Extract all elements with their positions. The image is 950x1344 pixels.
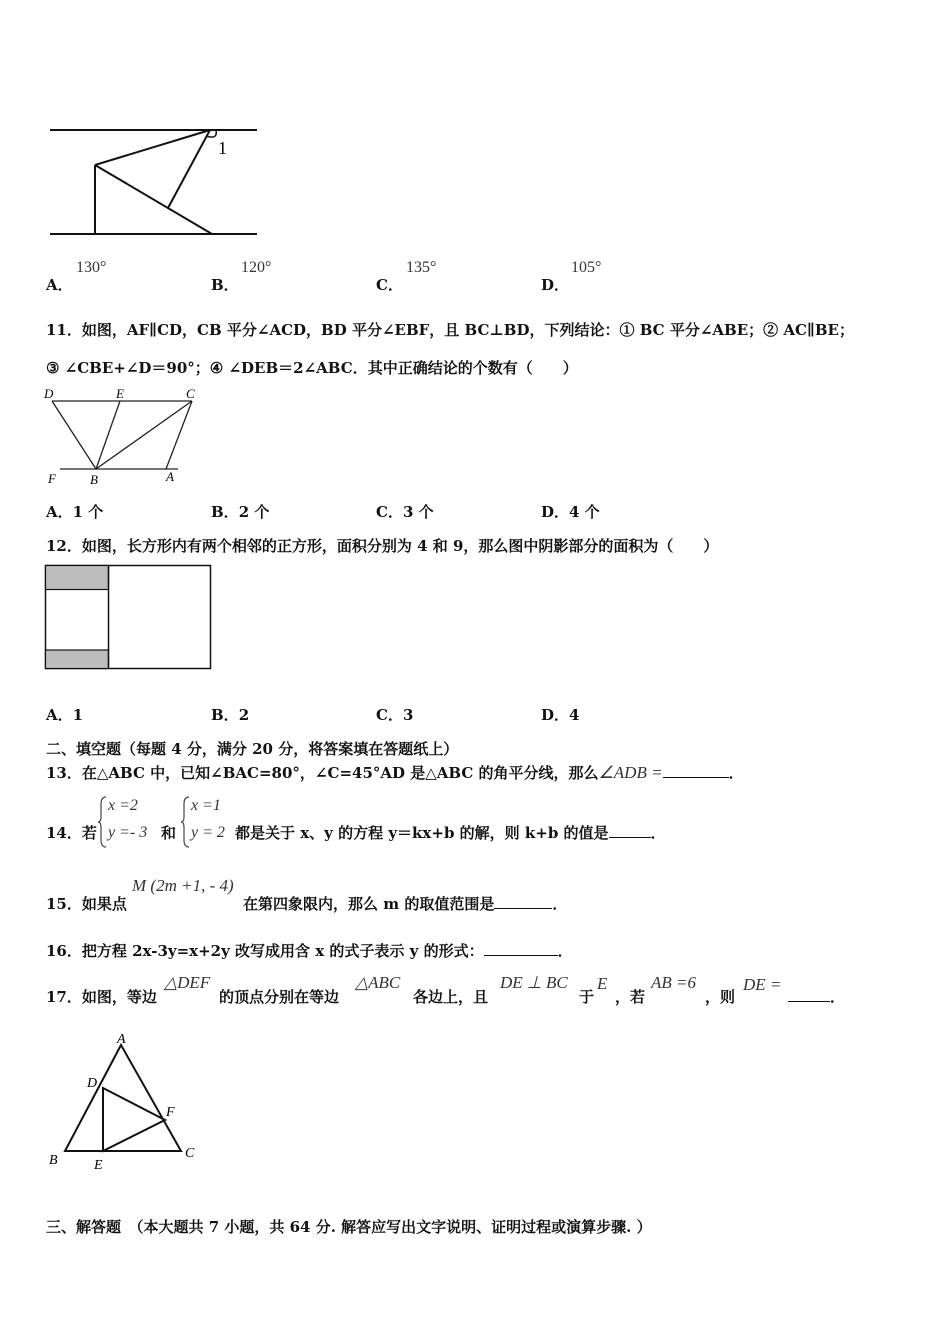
option-letter: D． bbox=[541, 503, 570, 521]
q14-system1-line1: x =2 bbox=[108, 797, 138, 814]
lower-diagonal bbox=[95, 165, 212, 234]
label-a: A bbox=[166, 469, 174, 484]
q10-option-b[interactable] bbox=[211, 274, 239, 295]
option-letter: C． bbox=[376, 276, 403, 294]
q13-answer-blank[interactable] bbox=[663, 763, 729, 778]
label-a: A bbox=[117, 1032, 126, 1047]
segment-eb bbox=[96, 401, 120, 469]
q17-part1: 17．如图，等边 bbox=[46, 988, 157, 1006]
option-letter: B． bbox=[211, 706, 239, 724]
option-value: 3 个 bbox=[402, 503, 434, 521]
q16-end: ． bbox=[557, 942, 573, 960]
q10-option-c-value: 135° bbox=[406, 259, 437, 276]
q16-text: 16．把方程 2x-3y=x+2y 改写成用含 x 的式子表示 y 的形式： bbox=[46, 942, 484, 960]
q11-option-a[interactable] bbox=[46, 501, 103, 522]
q12-figure bbox=[44, 564, 214, 672]
label-f: F bbox=[166, 1105, 175, 1120]
q10-option-c[interactable] bbox=[376, 274, 403, 295]
q14-answer-blank[interactable] bbox=[609, 823, 651, 838]
q11-option-b[interactable] bbox=[211, 501, 269, 522]
q12-option-d[interactable] bbox=[541, 704, 579, 725]
label-f: F bbox=[48, 471, 56, 486]
q17-figure bbox=[44, 1030, 214, 1176]
q14-and: 和 bbox=[161, 824, 177, 842]
q17-math-e: E bbox=[597, 974, 608, 993]
option-value: 1 个 bbox=[72, 503, 104, 521]
q13 bbox=[46, 762, 744, 783]
q15-suffix-text: 在第四象限内，那么 m 的取值范围是 bbox=[243, 895, 495, 913]
section-3-heading: 三、解答题 （本大题共 7 小题，共 64 分. 解答应写出文字说明、证明过程或演算步骤. ） bbox=[46, 1218, 652, 1236]
q13-text: 13．在△ABC 中，已知∠BAC=80°，∠C=45°AD 是△ABC 的角平分线，那么 bbox=[46, 764, 599, 782]
label-d: D bbox=[44, 386, 54, 401]
q13-end: ． bbox=[728, 764, 744, 782]
label-b: B bbox=[49, 1153, 58, 1168]
q16 bbox=[46, 940, 573, 961]
q12-option-a[interactable] bbox=[46, 704, 83, 725]
q16-answer-blank[interactable] bbox=[484, 941, 558, 956]
q12-option-b[interactable] bbox=[211, 704, 249, 725]
label-e: E bbox=[116, 386, 124, 401]
q17-end-group bbox=[788, 986, 845, 1007]
option-letter: D． bbox=[541, 706, 570, 724]
option-value: 4 bbox=[569, 706, 580, 724]
segment-cb bbox=[96, 401, 192, 469]
option-value: 1 bbox=[72, 706, 84, 724]
option-letter: C． bbox=[376, 503, 403, 521]
q14-system2-line2: y = 2 bbox=[191, 824, 225, 841]
shaded-region-top bbox=[46, 566, 109, 590]
label-d: D bbox=[87, 1076, 98, 1091]
q17-part6: ，则 bbox=[705, 988, 736, 1006]
q11-figure bbox=[40, 383, 210, 488]
q14-prefix: 14．若 bbox=[46, 824, 97, 842]
q17-part4: 于 bbox=[579, 988, 595, 1006]
label-e: E bbox=[94, 1158, 103, 1173]
q15-prefix: 15．如果点 bbox=[46, 895, 127, 913]
q14-brace-2 bbox=[181, 796, 191, 848]
q17-answer-blank[interactable] bbox=[788, 987, 830, 1002]
q14-suffix bbox=[235, 822, 666, 843]
q14-system2-line1: x =1 bbox=[191, 797, 221, 814]
upper-diagonal bbox=[95, 130, 210, 165]
q10-option-b-value: 120° bbox=[241, 259, 272, 276]
q14-end: ． bbox=[650, 824, 666, 842]
option-value: 3 bbox=[402, 706, 414, 724]
q17-end: ． bbox=[830, 988, 846, 1006]
q10-option-d-value: 105° bbox=[571, 259, 602, 276]
q11-option-d[interactable] bbox=[541, 501, 600, 522]
q14-system1-line2: y =- 3 bbox=[108, 824, 148, 841]
q12-option-c[interactable] bbox=[376, 704, 413, 725]
q15-answer-blank[interactable] bbox=[494, 894, 552, 909]
shaded-region-bottom bbox=[46, 650, 109, 669]
q14-suffix-text: 都是关于 x、y 的方程 y＝kx+b 的解，则 k+b 的值是 bbox=[235, 824, 609, 842]
q15-end: ． bbox=[552, 895, 568, 913]
q14-brace-1 bbox=[98, 796, 108, 848]
q17-math-def: △DEF bbox=[164, 973, 211, 992]
option-letter: B． bbox=[211, 503, 239, 521]
q10-option-a-value: 130° bbox=[76, 259, 107, 276]
option-letter: B． bbox=[211, 276, 239, 294]
option-letter: A． bbox=[46, 706, 73, 724]
q17-part2: 的顶点分别在等边 bbox=[219, 988, 340, 1006]
q12-text: 12．如图，长方形内有两个相邻的正方形，面积分别为 4 和 9，那么图中阴影部分的面积为（ ） bbox=[46, 537, 719, 555]
q17-math-de: DE = bbox=[743, 975, 782, 994]
q11-text-line1: 11．如图，AF∥CD，CB 平分∠ACD，BD 平分∠EBF，且 BC⊥BD，下列结论：① BC 平分∠ABE；② AC∥BE； bbox=[46, 321, 854, 339]
angle-label-1: 1 bbox=[218, 138, 227, 158]
q17-math-ab: AB =6 bbox=[651, 973, 696, 992]
label-b: B bbox=[90, 472, 98, 487]
label-c: C bbox=[185, 1146, 195, 1161]
section-2-heading: 二、填空题（每题 4 分，满分 20 分，将答案填在答题纸上） bbox=[46, 740, 459, 758]
option-letter: D． bbox=[541, 276, 570, 294]
option-letter: A． bbox=[46, 503, 73, 521]
q17-math-perp: DE ⊥ BC bbox=[500, 973, 568, 992]
q11-text-line2: ③ ∠CBE+∠D＝90°；④ ∠DEB＝2∠ABC．其中正确结论的个数有（ ） bbox=[46, 359, 578, 377]
option-value: 2 bbox=[238, 706, 250, 724]
q17-math-abc: △ABC bbox=[355, 973, 401, 992]
q17-part3: 各边上，且 bbox=[413, 988, 489, 1006]
q15-suffix bbox=[243, 893, 567, 914]
option-letter: C． bbox=[376, 706, 403, 724]
segment-ca bbox=[166, 401, 192, 469]
triangle-def bbox=[103, 1088, 165, 1151]
segment-db bbox=[52, 401, 96, 469]
q15-math: M (2m +1, - 4) bbox=[132, 876, 234, 895]
q17-part5: ，若 bbox=[615, 988, 646, 1006]
q10-figure bbox=[40, 118, 270, 243]
q10-option-a[interactable] bbox=[46, 274, 73, 295]
q13-math: ∠ADB = bbox=[598, 763, 663, 782]
label-c: C bbox=[186, 386, 195, 401]
q10-option-d[interactable] bbox=[541, 274, 569, 295]
option-value: 2 个 bbox=[238, 503, 270, 521]
option-value: 4 个 bbox=[569, 503, 600, 521]
q11-option-c[interactable] bbox=[376, 501, 434, 522]
option-letter: A． bbox=[46, 276, 73, 294]
